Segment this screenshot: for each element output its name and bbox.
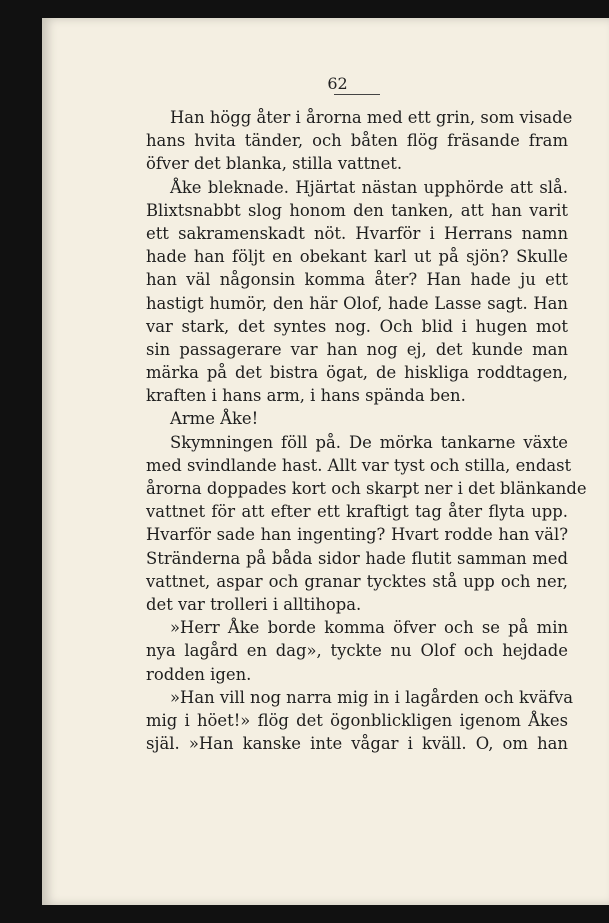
text-line: Hvarför sade han ingenting? Hvart rodde han väl? <box>146 525 568 545</box>
text-line: »Han vill nog narra mig in i lagården och kväfva <box>170 687 574 707</box>
text-line: vattnet för att efter ett kraftigt tag åter flyta upp. <box>146 502 568 522</box>
text-line: Han högg åter i årorna med ett grin, som visade <box>170 108 573 127</box>
text-line: hastigt humör, den här Olof, hade Lasse sagt. Han <box>146 293 568 313</box>
text-line: med svindlande hast. Allt var tyst och stilla, endast <box>146 455 572 475</box>
text-line: själ. »Han kanske inte vågar i kväll. O, om han <box>146 734 568 754</box>
text-line: mig i höet!» flög det ögonblickligen igenom Åkes <box>146 710 568 730</box>
text-line: det var trolleri i alltihopa. <box>146 594 362 614</box>
text-line: ett sakramenskadt nöt. Hvarför i Herrans namn <box>146 223 568 243</box>
text-line: hans hvita tänder, och båten flög fräsande fram <box>146 131 568 151</box>
text-line: Arme Åke! <box>170 409 259 429</box>
text-line: var stark, det syntes nog. Och blid i hugen mot <box>146 316 568 336</box>
text-line: Åke bleknade. Hjärtat nästan upphörde att slå. <box>170 177 568 197</box>
text-line: »Herr Åke borde komma öfver och se på min <box>170 618 568 638</box>
text-line: Stränderna på båda sidor hade flutit samman med <box>146 548 568 568</box>
text-line: vattnet, aspar och granar tycktes stå upp och ner, <box>146 571 568 591</box>
text-line: märka på det bistra ögat, de hiskliga roddtagen, <box>146 363 568 383</box>
page-number-rule <box>334 94 380 95</box>
text-line: Skymningen föll på. De mörka tankarne växte <box>170 432 568 452</box>
text-line: nya lagård en dag», tyckte nu Olof och hejdade <box>146 641 568 661</box>
text-line: kraften i hans arm, i hans spända ben. <box>146 386 466 406</box>
page-number: 62 <box>327 74 348 93</box>
text-line: han väl någonsin komma åter? Han hade ju ett <box>146 270 568 290</box>
text-line: hade han följt en obekant karl ut på sjön? Skulle <box>146 247 568 267</box>
text-line: Blixtsnabbt slog honom den tanken, att han varit <box>146 200 568 220</box>
text-line: rodden igen. <box>146 664 252 684</box>
body-text <box>146 106 587 755</box>
text-line: årorna doppades kort och skarpt ner i det blänkande <box>146 479 587 498</box>
text-line: sin passagerare var han nog ej, det kunde man <box>146 339 568 359</box>
text-line: öfver det blanka, stilla vattnet. <box>146 154 403 174</box>
book-page <box>42 18 609 905</box>
